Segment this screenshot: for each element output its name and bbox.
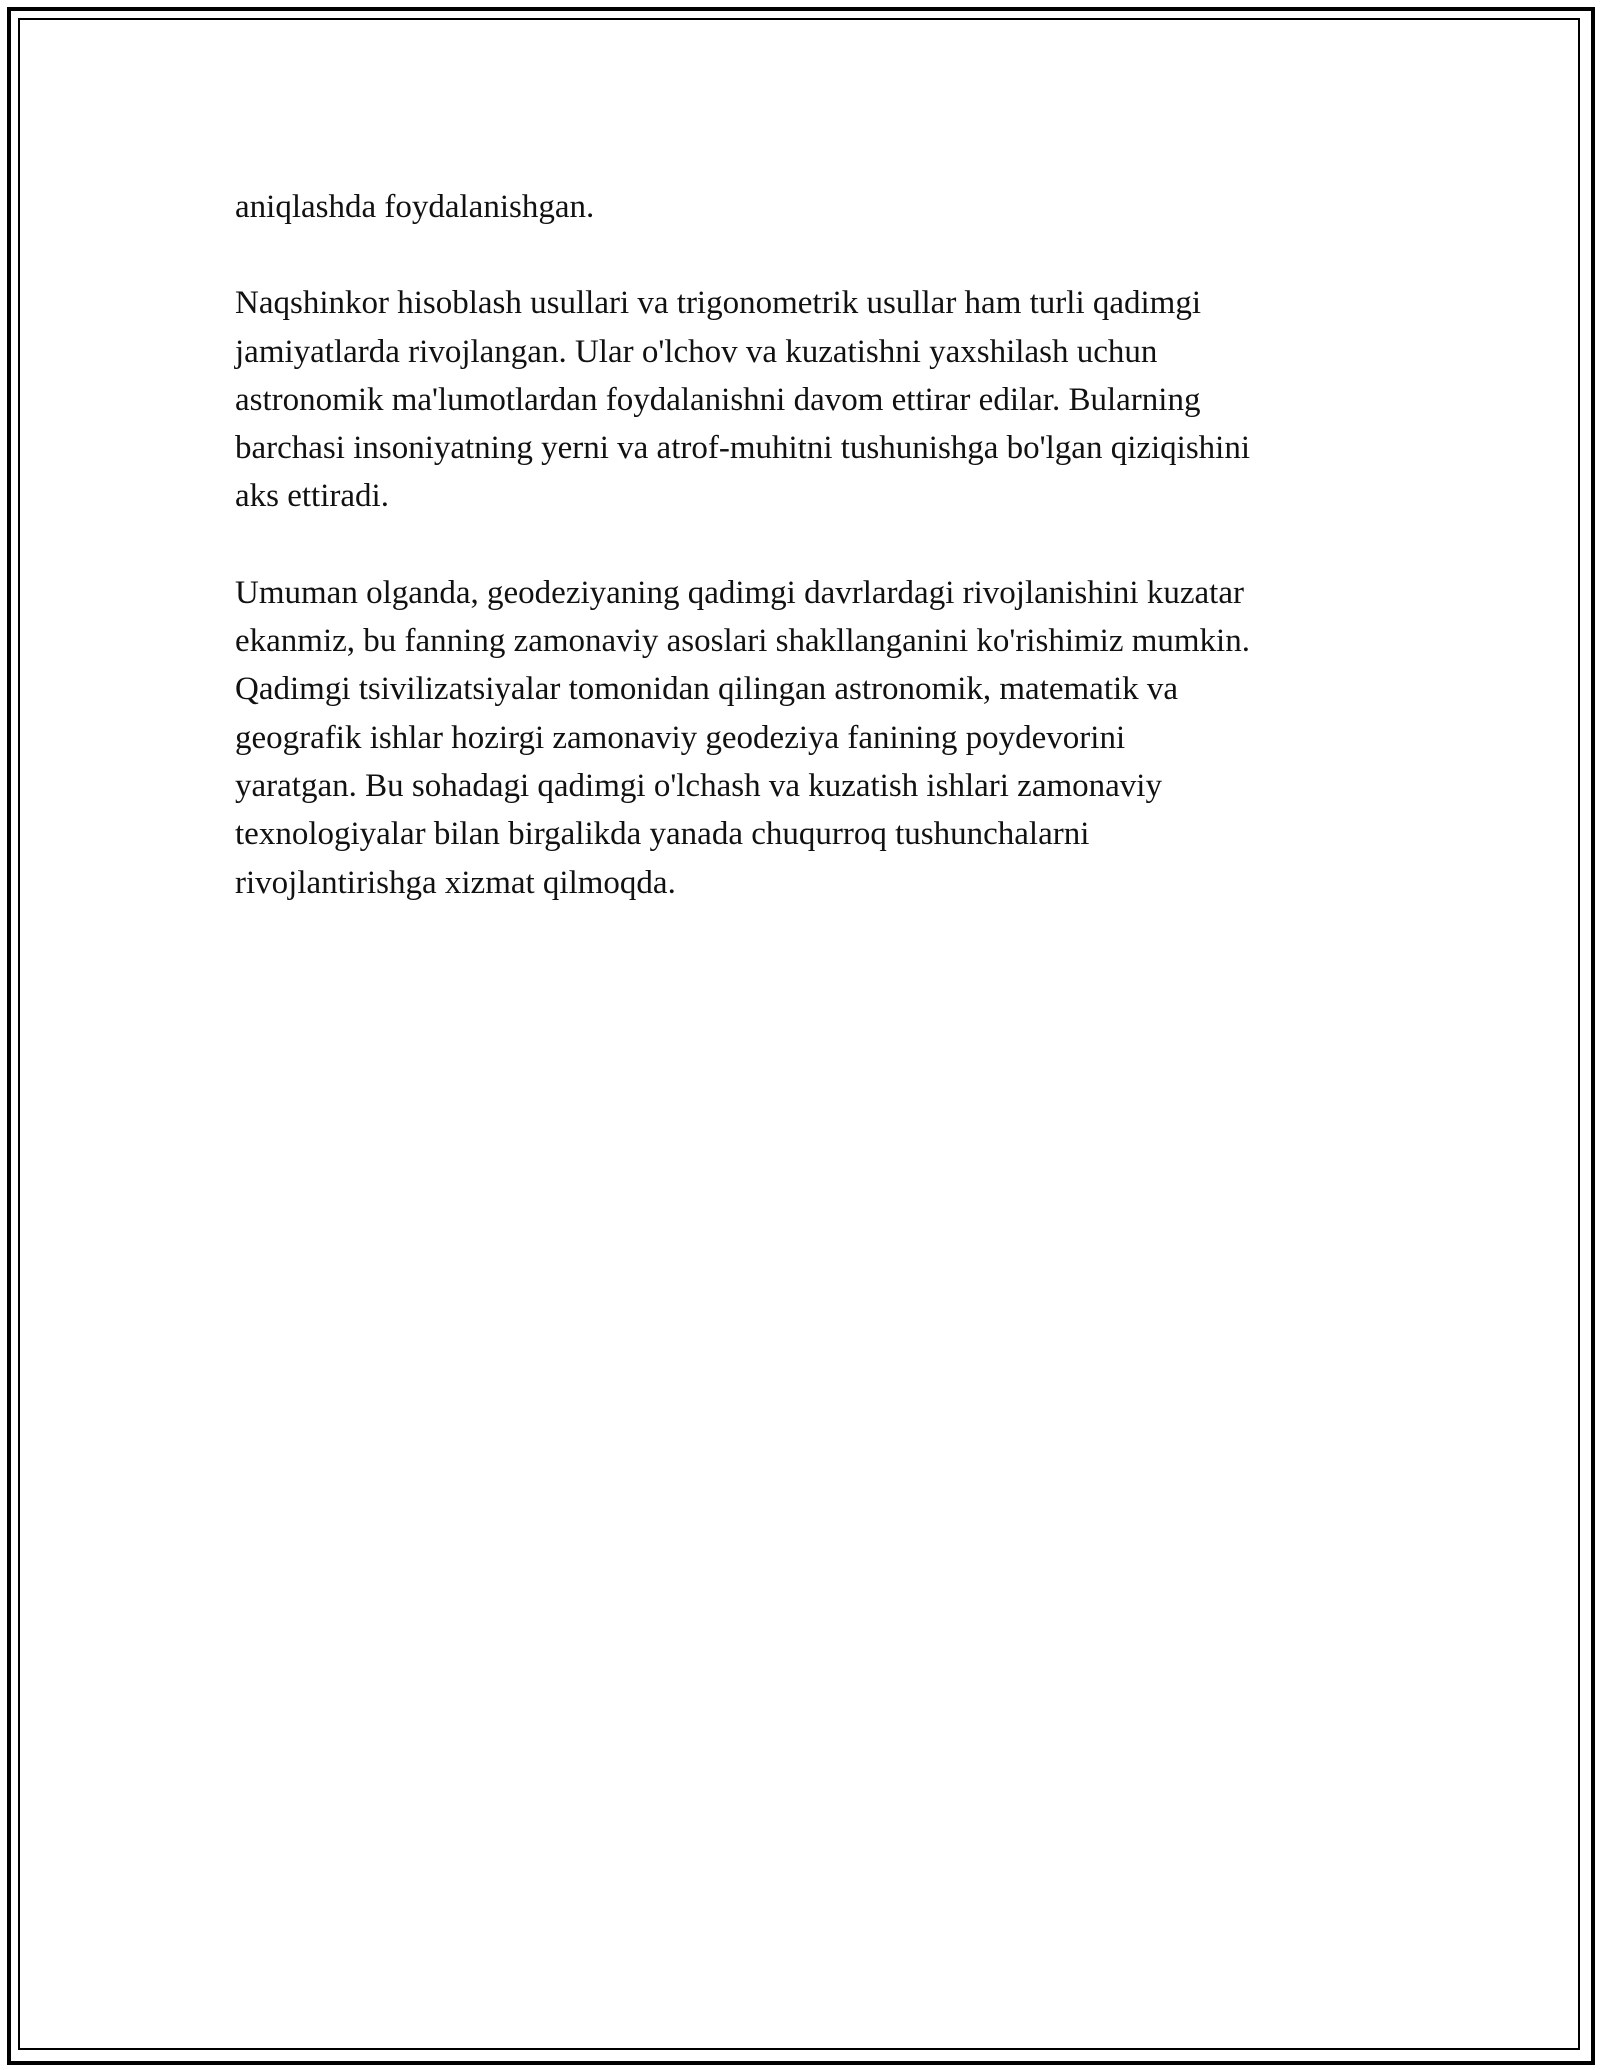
document-body xyxy=(235,183,1375,955)
paragraph-3: Umuman olganda, geodeziyaning qadimgi davrlardagi rivojlanishini kuzatar ekanmiz, bu fanning zamonaviy asoslari shakllanganini ko'rishimiz mumkin. Qadimgi tsivilizatsiyalar tomonidan qilingan astronomik, matematik va geografik ishlar hozirgi zamonaviy geodeziya fanining poydevorini yaratgan. Bu sohadagi qadimgi o'lchash va kuzatish ishlari zamonaviy texnologiyalar bilan birgalikda yanada chuqurroq tushunchalarni rivojlantirishga xizmat qilmoqda. xyxy=(235,574,1250,901)
paragraph-2: Naqshinkor hisoblash usullari va trigonometrik usullar ham turli qadimgi jamiyatlarda rivojlangan. Ular o'lchov va kuzatishni yaxshilash uchun astronomik ma'lumotlardan foydalanishni davom ettirar edilar. Bularning barchasi insoniyatning yerni va atrof-muhitni tushunishga bo'lgan qiziqishini aks ettiradi. xyxy=(235,285,1251,515)
paragraph-1: aniqlashda foydalanishgan. xyxy=(235,189,595,225)
